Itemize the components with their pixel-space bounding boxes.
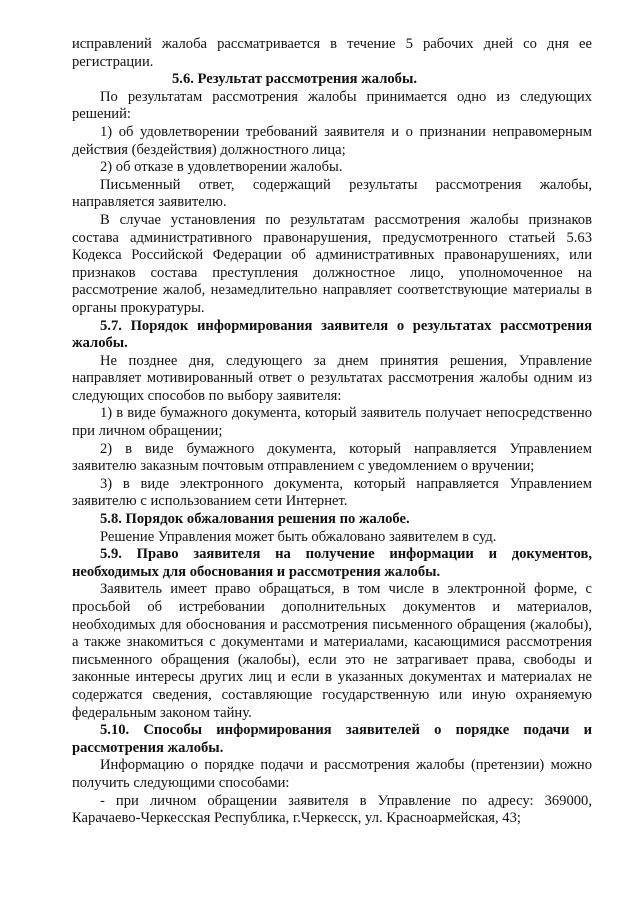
section-5-7-paragraph: 3) в виде электронного документа, который направляется Управлением заявителю с использованием сети Интернет. <box>72 475 592 510</box>
section-5-6-paragraph: Письменный ответ, содержащий результаты рассмотрения жалобы, направляется заявителю. <box>72 176 592 211</box>
document-page <box>72 36 592 828</box>
section-5-6-paragraph: 2) об отказе в удовлетворении жалобы. <box>100 159 343 176</box>
section-5-10-paragraph: Информацию о порядке подачи и рассмотрения жалобы (претензии) можно получить следующими способами: <box>72 757 592 791</box>
section-5-8-paragraph: Решение Управления может быть обжаловано заявителем в суд. <box>100 528 497 545</box>
section-5-6-paragraph: По результатам рассмотрения жалобы принимается одно из следующих решений: <box>72 88 592 123</box>
section-5-7-paragraph: 2) в виде бумажного документа, который направляется Управлением заявителю заказным почтовым отправлением с уведомлением о вручении; <box>72 440 592 475</box>
section-5-6-paragraph: 1) об удовлетворении требований заявителя и о признании неправомерным действия (бездействия) должностного лица; <box>72 123 592 158</box>
section-5-10-paragraph: - при личном обращении заявителя в Управление по адресу: 369000, Карачаево-Черкесская Республика, г.Черкесск, ул. Красноармейская, 43; <box>72 792 592 827</box>
section-5-8-heading: 5.8. Порядок обжалования решения по жалобе. <box>100 511 410 528</box>
section-5-10-heading: 5.10. Способы информирования заявителей о порядке подачи и рассмотрения жалобы. <box>72 722 592 756</box>
section-5-7-heading: 5.7. Порядок информирования заявителя о результатах рассмотрения жалобы. <box>72 317 592 352</box>
section-5-9-heading: 5.9. Право заявителя на получение информации и документов, необходимых для обоснования и рассмотрения жалобы. <box>72 546 592 580</box>
intro-continuation: исправлений жалоба рассматривается в течение 5 рабочих дней со дня ее регистрации. <box>72 36 592 70</box>
section-5-7-paragraph: Не позднее дня, следующего за днем принятия решения, Управление направляет мотивированный ответ о результатах рассмотрения жалобы одним из следующих способов по выбору заявителя: <box>72 352 592 404</box>
section-5-9-paragraph: Заявитель имеет право обращаться, в том числе в электронной форме, с просьбой об истребовании дополнительных документов и материалов, необходимых для обоснования и рассмотрения письменного обращения (жалобы), а также знакомиться с документами и материалами, касающимися рассмотрения письменного обращения (жалобы), если это не затрагивает права, свободы и законные интересы других лиц и если в указанных документах и материалах не содержатся сведения, составляющие государственную или иную охраняемую федеральным законом тайну. <box>72 581 592 721</box>
section-5-7-paragraph: 1) в виде бумажного документа, который заявитель получает непосредственно при личном обращении; <box>72 405 592 440</box>
section-5-6-heading: 5.6. Результат рассмотрения жалобы. <box>172 71 418 88</box>
section-5-6-paragraph: В случае установления по результатам рассмотрения жалобы признаков состава административного правонарушения, предусмотренного статьей 5.63 Кодекса Российской Федерации об административных правонарушениях, или признаков состава преступления должностное лицо, уполномоченное на рассмотрение жалоб, незамедлительно направляет соответствующие материалы в органы прокуратуры. <box>72 211 592 316</box>
